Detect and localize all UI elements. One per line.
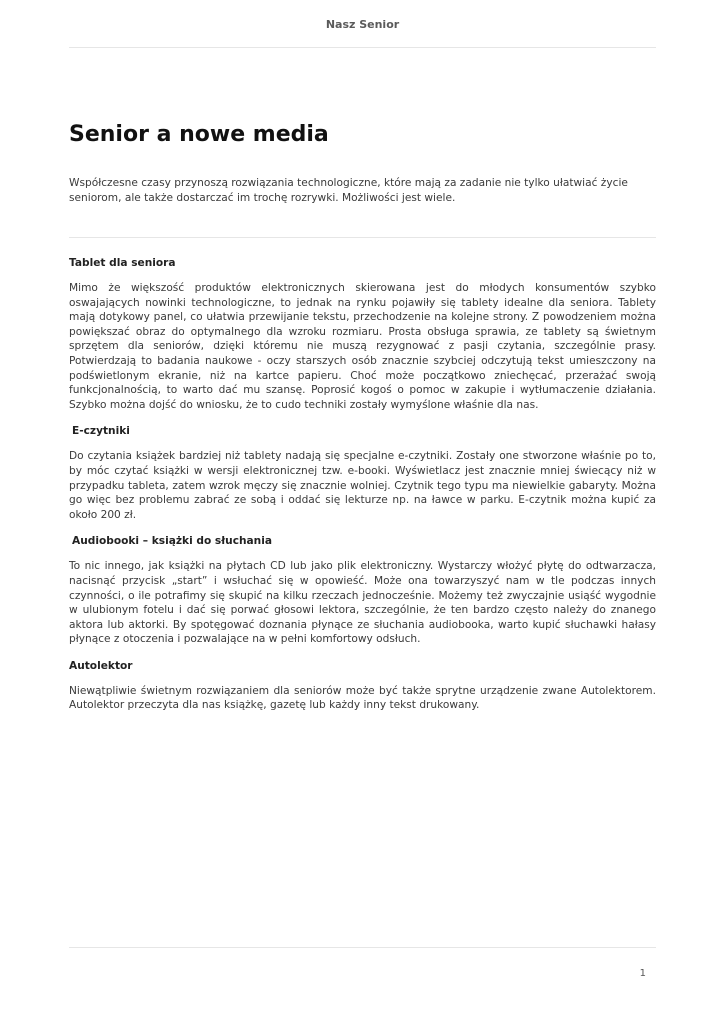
section-body: Mimo że większość produktów elektronicznych skierowana jest do młodych konsumentów szybko oswajających nowinki technologiczne, to jednak na rynku pojawiły się tablety idealne dla seniora. Tablety mają dotykowy panel, co ułatwia przewijanie tekstu, przechodzenie na kolejne strony. Z powodzeniem można powiększać obraz do optymalnego dla wzroku rozmiaru. Prosta obsługa sprawia, ze tablety są świetnym sprzętem dla seniorów, dzięki któremu nie muszą rezygnować z pasji czytania, szczególnie prasy. Potwierdzają to badania naukowe - oczy starszych osób znacznie szybciej odczytują tekst umieszczony na podświetlonym ekranie, niż na kartce papieru. Choć może początkowo zniechęcać, przerażać swoją funkcjonalnością, to warto dać mu szansę. Poprosić kogoś o pomoc w zakupie i wytłumaczenie działania. Szybko można dojść do wniosku, że to cudo techniki zostały wymyślone właśnie dla nas. bbox=[69, 282, 656, 411]
footer-divider bbox=[69, 947, 656, 948]
page-number: 1 bbox=[639, 968, 646, 979]
section-audiobooks bbox=[69, 534, 656, 647]
intro-divider bbox=[69, 237, 656, 238]
section-body: Niewątpliwie świetnym rozwiązaniem dla seniorów może być także sprytne urządzenie zwane Autolektorem. Autolektor przeczyta dla nas książkę, gazetę lub każdy inny tekst drukowany. bbox=[69, 684, 656, 712]
article-intro: Współczesne czasy przynoszą rozwiązania technologiczne, które mają za zadanie nie tylko ułatwiać życie seniorom, ale także dostarczać im trochę rozrywki. Możliwości jest wiele. bbox=[69, 177, 628, 204]
site-name: Nasz Senior bbox=[325, 18, 400, 31]
section-heading: Audiobooki – książki do słuchania bbox=[72, 535, 273, 548]
article-content bbox=[69, 256, 656, 725]
header-divider bbox=[69, 47, 656, 48]
section-e-readers bbox=[69, 424, 656, 522]
section-heading: Autolektor bbox=[69, 659, 133, 672]
section-autolektor bbox=[69, 659, 656, 713]
section-heading: E-czytniki bbox=[72, 425, 130, 438]
page-title: Senior a nowe media bbox=[69, 122, 329, 147]
section-tablet bbox=[69, 256, 656, 412]
section-body: Do czytania książek bardziej niż tablety nadają się specjalne e-czytniki. Zostały one stworzone właśnie po to, by móc czytać książki w wersji elektronicznej tzw. e-booki. Wyświetlacz jest znacznie mniej świecący niż w przypadku tableta, zatem wzrok męczy się znacznie wolniej. Czytnik tego typu ma niewielkie gabaryty. Można go więc bez problemu zabrać ze sobą i oddać się lekturze np. na ławce w parku. E-czytnik można kupić za około 200 zł. bbox=[69, 450, 656, 521]
section-body: To nic innego, jak książki na płytach CD lub jako plik elektroniczny. Wystarczy włożyć płytę do odtwarzacza, nacisnąć przycisk „start” i wsłuchać się w opowieść. Może ona towarzyszyć nam w tle podczas innych czynności, o ile potrafimy się skupić na kilku rzeczach jednocześnie. Możemy też zwyczajnie usiąść wygodnie w ulubionym fotelu i dać się porwać głosowi lektora, szczególnie, że ten bardzo często należy do znanego aktora lub aktorki. By spotęgować doznania płynące ze słuchania audiobooka, warto kupić słuchawki hałasy płynące z otoczenia i pozwalające na w pełni komfortowy odsłuch. bbox=[69, 560, 656, 646]
section-heading: Tablet dla seniora bbox=[69, 257, 176, 269]
